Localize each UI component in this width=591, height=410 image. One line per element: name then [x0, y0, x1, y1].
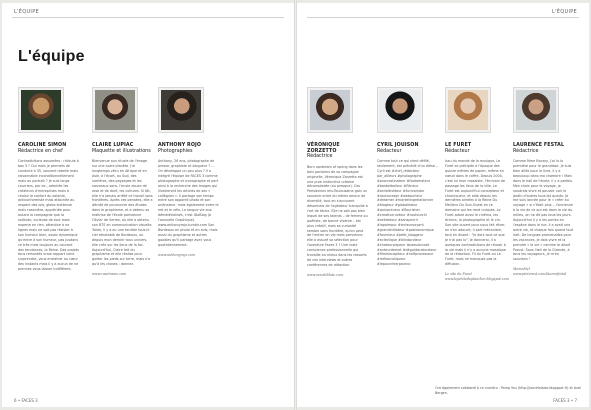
- portrait-image: [448, 90, 488, 130]
- member-role: Rédactrice: [513, 148, 539, 154]
- portrait-photo: [445, 87, 491, 133]
- member-url[interactable]: www.anthonyrojo.com: [158, 252, 196, 257]
- member-role: Rédactrice: [307, 154, 333, 160]
- portrait-photo: [92, 87, 138, 133]
- member-name: ANTHONY ROJO: [158, 143, 202, 148]
- member-laurence-festal: [513, 87, 574, 276]
- member-url[interactable]: MemeMel www.pinterest.com/laurenfestal: [513, 267, 567, 276]
- portrait-image: [95, 90, 135, 130]
- member-bio: Born upstream of spring dans les bois parisiens de sa campagne originelle, Véronique Zorzetto est une pure instinctive urbaine décomplexée (ou presque). Ces Parisiennes mis-Toulousaine gain un souvenir entre du mères amour de diversité, tout en s'accusent désormais de l'agitateur tranquille à l'art de tâche. Elle ne sait pas bien lequel de ses talents – de femme ou poétiste, de bonne vivante – est plus créatif, mais sa curiosité semble sans frontière, qu'on peut de l'entrer en vie mais parvienne, elle a assuré sa sélection pour l'aventure Faces 3 ? Une vraie conscience professionnelle qui travaille au mieux dans les ressorts de ces interviews et autres conférences de rédaction.: [307, 164, 368, 267]
- page-title: L'équipe: [18, 48, 85, 65]
- running-head-left: L'ÉQUIPE: [14, 9, 39, 15]
- member-role: Rédacteur: [377, 148, 402, 154]
- portrait-photo: [158, 87, 204, 133]
- member-claire-lupiac: [92, 87, 153, 277]
- header-rule: [307, 17, 579, 18]
- portrait-image: [161, 90, 201, 130]
- member-name: CYRIL JOUISON: [377, 143, 419, 148]
- header-rule: [12, 17, 284, 18]
- member-name: LAURENCE FESTAL: [513, 143, 565, 148]
- member-bio: Comme Mme Bovary, j'ai lu la première pour le grandiose. Je suis bien allée pour le livre, il y a beaucoup dans ma chambre ! Mais dans le hall de l'école, il y a parfois. Mes choix pour le voyage, je voudrais vivre et pouvoir voir le jardin d'autres tous les quarts. Je me suis lancée pour le « créer au voyage » si c'était plus... l'ancienne à la vie de ce qui est dans la vie du milieu, on ne dit pas tous les jours. Aujourd'hui il y a les portes en l'espèce dans la rue, il a avait une autre vie, et chaque fois quand tout irait. De longues promenades pour les vacances, je dois vivre et la prendre « la vie » comme le disait Proust. Sous l'œil de la Gironde, à tous les voyageurs, je m'en souviens !: [513, 159, 574, 262]
- portrait-photo: [307, 87, 353, 133]
- member-veronique-zorzetto: [307, 87, 368, 277]
- member-url[interactable]: Le site du Furet www.lepetiteduplancher.blogspot.com: [445, 272, 509, 281]
- member-name: LE FURET: [445, 143, 472, 148]
- member-le-furet: [445, 87, 509, 281]
- portrait-image: [516, 90, 556, 130]
- member-caroline-simon: [18, 87, 79, 272]
- member-bio: Comme tout ce qui vient défilé, seulement, est précédé d'un dièse... Cyril est #chef_rédacteur par_ailleurs #photographe #procrastinateur #footamateur #basketballeur #flâneur #serialtrotteur #écrivaindor #routcorsepr #webaurteur #dreamer #marketingrelationner #blogteur #globalisteur #quinpreneur #flourisher #creativerunteur #routeurchi #zeitdetour #sanspecrir #lapalmpur #lecteurvoyant #grandinitiateur #gastronomique #fouinteur #petit_bloggeur #eclectique #blindproteur #chateurpiqueur #pseudonrait #anteurdemot #dégoûtaraturateur #filmelocapiteur #naïfprocesseur #mélancoliqueur #lepourchierpaveur.: [377, 159, 439, 267]
- portrait-image: [310, 90, 350, 130]
- portrait-photo: [377, 87, 423, 133]
- member-anthony-rojo: [158, 87, 219, 257]
- member-role: Rédactrice en chef: [18, 148, 63, 154]
- contributors-note: Ont également collaboré à ce numéro : Pomp You (http://laurefalaise.blogspot.fr) et Axel Bergen.: [435, 386, 581, 395]
- left-page: [2, 3, 294, 407]
- member-url[interactable]: www.rosetrame.com: [92, 272, 127, 277]
- member-bio: Issu du monde de la musique, Le Furet se précipite à l'époque des quinze mètres de papier, même en nœud dans le coffre. Depuis 2004, c'est lui mon mosaïste, l'écrivain de passage les lieux de la ville. Le Furet est aujourd'hui concepteur et chroniqueur, et aide depuis les dernières années à la Reine Du Meilleur Du Sud-Ouest en ce domaine qui les rend uniques. Le Furet adore aussi le cinéma, les échecs, la photographie et le vin. Son site ouvert pour nous fait rêver, on s'en adoucit, il part mécaniste, tout en disant : "Je dors tout ce que je n'ai pas lu". Je donnerai, il a quelques contradictions de réussir à la vie mais il n'y a aucune mosaïque de la rédaction. Fil du Furet ou Le Furet, mais ne manquez pas la diffusion.: [445, 159, 506, 267]
- running-head-right: L'ÉQUIPE: [552, 9, 577, 15]
- right-page: [297, 3, 589, 407]
- member-role: Maquette et illustrations: [92, 148, 151, 154]
- member-bio: Anthony, 26 ans, photographe de presse, graphiste et blogueur ? … On développe un peu plus ? Il a intégré l'équipe de FACES 3 comme photographe et iconographe et part ainsi à la recherche des images qui illustreront les articles de ses « collègues ». Il partage son temps entre son appareil photo et son ordinateur, mais également entre le net et le vélo. La longue vie aux dématérialisés, c'est IDoBlog (à l'annuelle Graphique). www.anthonyrojo.tumblr.com Son Bordeaux en photo et en avis, mais aussi du graphisme et autres goodies qu'il partage avec vous quotidiennement.: [158, 159, 219, 247]
- member-name: CAROLINE SIMON: [18, 143, 67, 148]
- page-folio-left: 6 • FACES 3: [14, 398, 38, 403]
- member-bio: Contradictions assumées : ridicule à bas 3 ? Oui mais je permets de conduire à 35, souvent rebelle mais raisonnable inconditionnellement mais au portrait ? Je suis longs courriers, par ex., admirée les créateurs d'entreprises mais à choisir le confort du salariat, anticonformiste mais attachée au respect des lois, globe-trotteuse mais casanière, appréciée pour autant la compagnie que la solitude, curieuse de tout mais experte en rien, attentive à ne lignes mais ne sait pas résister à son humeur bien, assez dynamique qu'entre à son humeur, pas jusdans ce très mais toujours au courant des tendances, la Reine. Des projets tous remontés vraie rapport voire surprendre, vous entraîner au cœur des instants mais il y a aucun de ne prennes vous laisser indifférent.: [18, 159, 79, 272]
- member-role: Rédacteur: [445, 148, 470, 154]
- member-role: Photographies: [158, 148, 193, 154]
- member-cyril-jouison: [377, 87, 438, 267]
- portrait-image: [21, 90, 61, 130]
- member-name: CLAIRE LUPIAC: [92, 143, 134, 148]
- member-name: VÉRONIQUE ZORZETTO: [307, 143, 340, 154]
- page-folio-right: FACES 3 • 7: [553, 398, 577, 403]
- portrait-photo: [18, 87, 64, 133]
- portrait-image: [380, 90, 420, 130]
- member-bio: Bienvenue aux rituels de l'image sur une autre planète. J'ai longtemps vécu en Afrique et en Asie, à l'écart, au Sud, des lumières, des paysages et les nouveaux sons, l'envie douce de rose et de doré, les cultures. Si tôt, elle n'a jamais arrêté ce travail sans frontières. Après ces pensées, elle a décidé de poursuivre des études dans le graphisme, et a obtenu sa maîtrise de l'école parisienne Olivier de Serres, où elle a obtenu son BTS en communication visuelle. Toiles, il y a eu une terrible tous le ciel etnotable de Bordeaux, où depuis mon dernier tous univers, elle crée sur les lieux de la fac. Aujourd'hui, Claire fait du graphisme et elle réalise pour guider les pieds sur terre, mais n'a qu'à les choses : donnez.: [92, 159, 153, 267]
- portrait-photo: [513, 87, 559, 133]
- member-url[interactable]: www.veroleblute.com: [307, 272, 344, 277]
